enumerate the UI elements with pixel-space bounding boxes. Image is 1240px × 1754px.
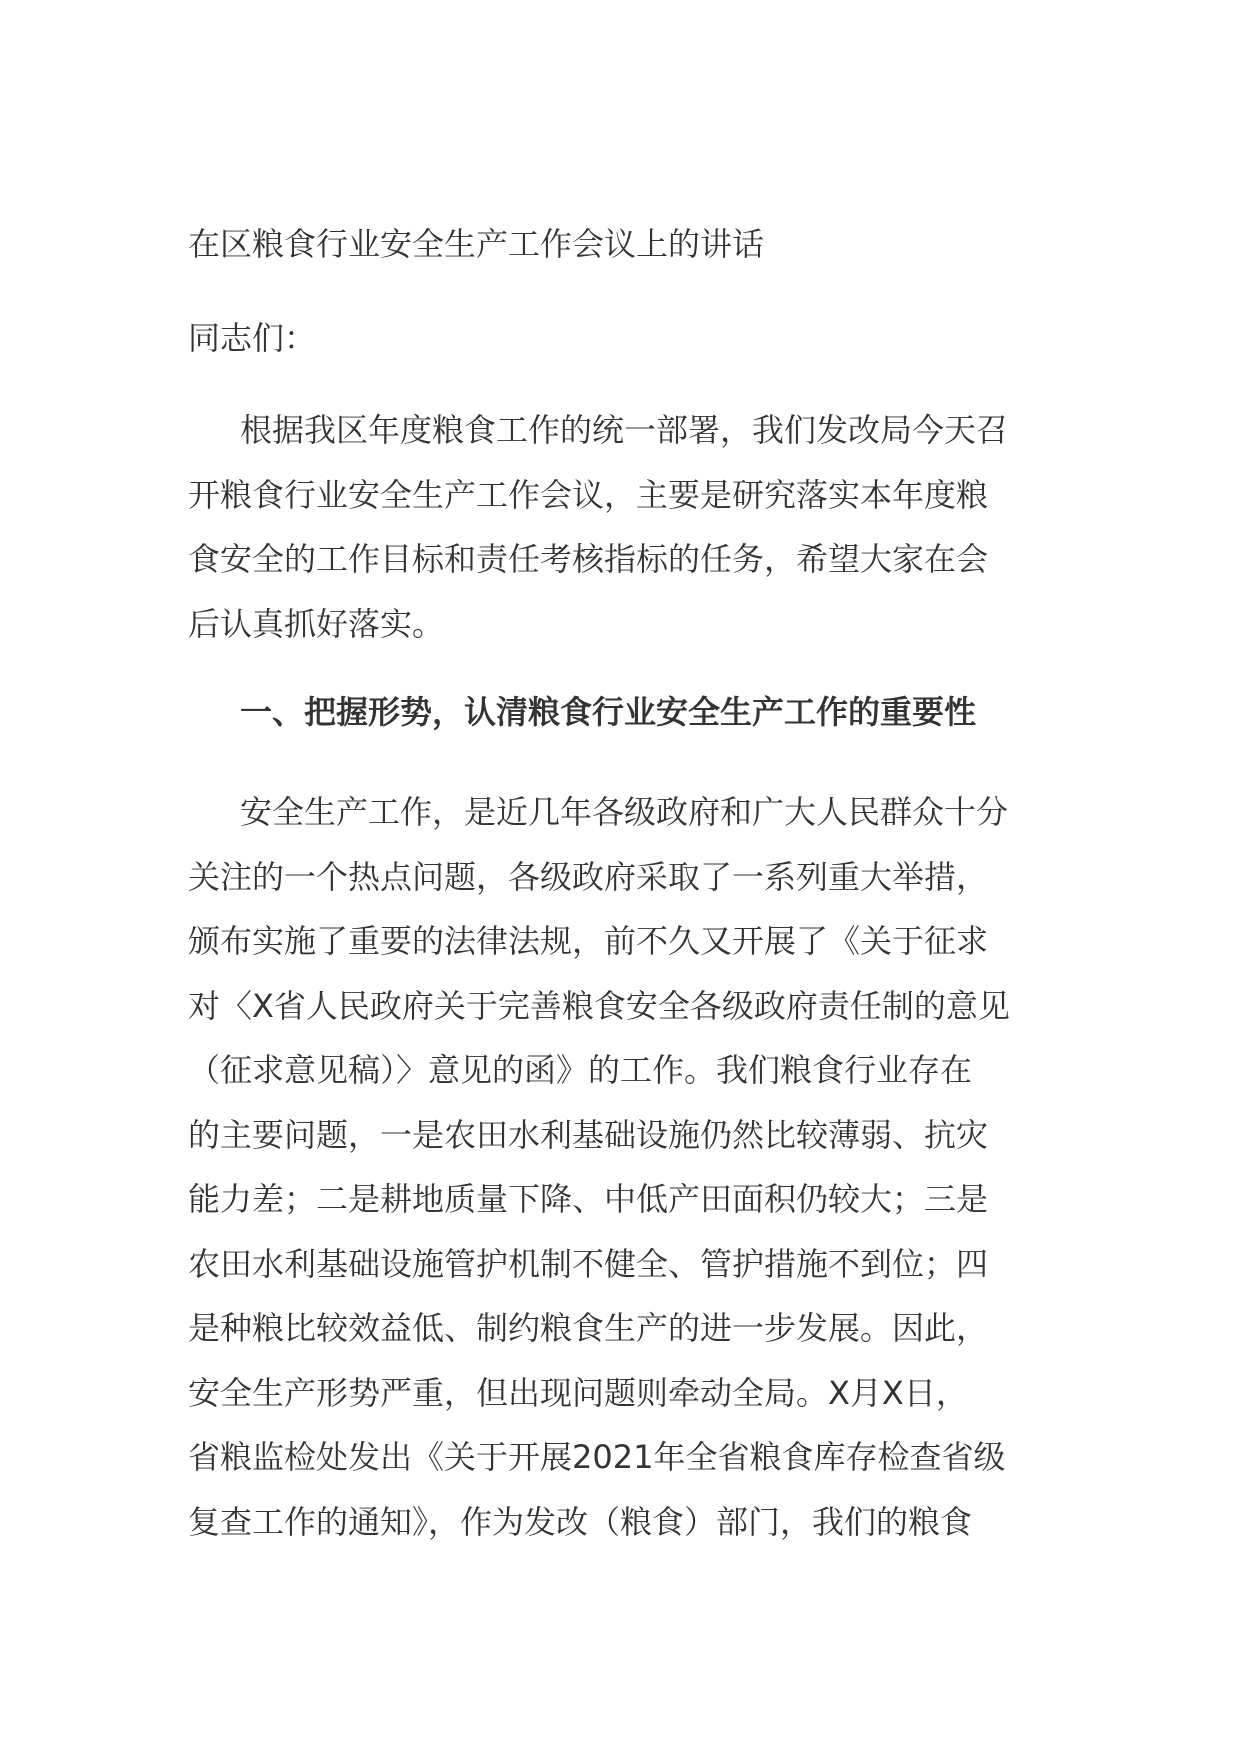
body-paragraph: [188, 780, 1058, 1554]
body-line: 省粮监检处发出《关于开展2021年全省粮食库存检查省级: [188, 1438, 1006, 1476]
intro-line: 食安全的工作目标和责任考核指标的任务，希望大家在会: [188, 540, 989, 578]
body-line: 关注的一个热点问题，各级政府采取了一系列重大举措，: [188, 857, 989, 896]
body-line: 农田水利基础设施管护机制不健全、管护措施不到位；四: [188, 1244, 989, 1283]
body-line: 颁布实施了重要的法律法规，前不久又开展了《关于征求: [188, 922, 989, 960]
section-heading: 一、把握形势，认清粮食行业安全生产工作的重要性: [240, 693, 977, 731]
intro-paragraph: [188, 398, 1058, 656]
body-line: 能力差；二是耕地质量下降、中低产田面积仍较大；三是: [188, 1180, 989, 1218]
document-title: 在区粮食行业安全生产工作会议上的讲话: [188, 225, 765, 263]
intro-line: 开粮食行业安全生产工作会议，主要是研究落实本年度粮: [188, 475, 989, 514]
salutation: 同志们：: [188, 319, 317, 357]
intro-line: 后认真抓好落实。: [188, 604, 445, 643]
body-line: （征求意见稿）〉意见的函》的工作。我们粮食行业存在: [188, 1051, 973, 1089]
body-line: 是种粮比较效益低、制约粮食生产的进一步发展。因此，: [188, 1309, 989, 1347]
body-line: 安全生产工作，是近几年各级政府和广大人民群众十分: [240, 793, 1009, 831]
body-line: 安全生产形势严重，但出现问题则牵动全局。X月X日，: [188, 1373, 968, 1412]
body-line: 复查工作的通知》，作为发改（粮食）部门，我们的粮食: [188, 1502, 973, 1541]
intro-line: 根据我区年度粮食工作的统一部署，我们发改局今天召: [240, 411, 1009, 449]
body-line: 对〈X省人民政府关于完善粮食安全各级政府责任制的意见: [188, 986, 1010, 1025]
body-line: 的主要问题，一是农田水利基础设施仍然比较薄弱、抗灾: [188, 1115, 989, 1154]
